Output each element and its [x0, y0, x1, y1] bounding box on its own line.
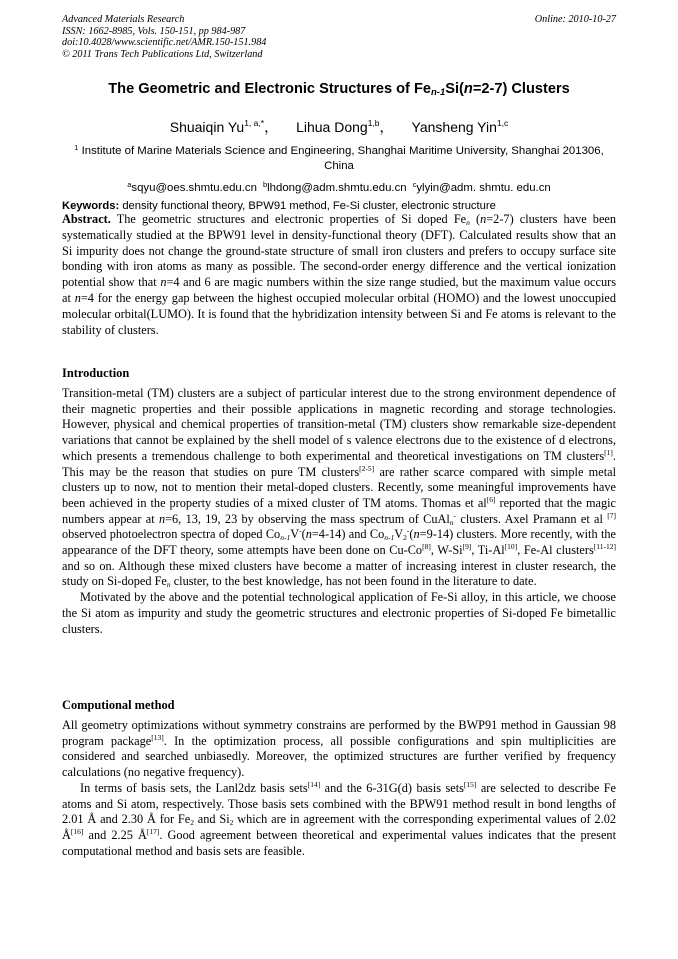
citation[interactable]: [13] — [151, 732, 164, 742]
author-sup: 1,b — [367, 118, 380, 128]
introduction-body — [62, 386, 616, 637]
email-sup: c — [412, 180, 417, 189]
title-text: Si( — [445, 81, 464, 97]
abstract-text: The geometric structures and electronic properties of Si doped Fe — [116, 212, 467, 226]
author-sup: 1,c — [496, 118, 509, 128]
copyright-line: © 2011 Trans Tech Publications Ltd, Switzerland — [62, 48, 263, 60]
abstract-text: ( — [469, 212, 481, 226]
email-list — [40, 177, 638, 196]
introduction-paragraph: Transition-metal (TM) clusters are a subject of particular interest due to the strong environment dependence of their magnetic properties and their possible applications in magnetic recording and storage technologies. However, physical and chemical properties of transition-metal (TM) clusters show remarkable size-dependent variations that cannot be explained by the shell model of s valence electrons due to the existence of d electrons, which presents a tremendous challenge to both experimental and theoretical investigations on TM clusters[1]. This may be the reason that studies on pure TM clusters[2-5] are rather scarce compared with simple metal clusters up to now, not to mention their metal-doped clusters. Recently, some meaningful improvements have been achieved in the property studies of a mixed cluster of TM atoms. Thomas et al[6] reported that the magic numbers appear at n=6, 13, 19, 23 by observing the mass spectrum of CuAl$_n$- clusters. Axel Pramann et al [7] observed photoelectron spectra of doped $Co_{n-1}V^-(n=4-14)$ and $Co_{n-1}V_2^-(n=9-14)$ clusters. More recently, with the appearance of the DFT theory, some attempts have been done on Cu-Co[8], W-Si[9], Ti-Al[10], Fe-Al clusters[11-12] and so on. Although these mixed clusters have become a matter of increasing interest in cluster research, the study on Si-doped $Fe_n$ cluster, to the best knowledge, has not been found in the literature to date. — [62, 386, 617, 590]
introduction-heading: Introduction — [62, 366, 130, 380]
citation[interactable]: [2-5] — [359, 463, 375, 473]
abstract-text: =4 for the energy gap between the highest occupied molecular orbital (HOMO) and the lowest unoccupied molecular orbital(LUMO). It is found that the hybridization intensity between Si and Fe atoms is relevant to the stability of clusters. — [62, 290, 616, 337]
affiliation-text: Institute of Marine Materials Science and Engineering, Shanghai Maritime University, Shanghai 201306, China — [81, 145, 604, 172]
keywords — [62, 199, 618, 213]
paper-title — [40, 80, 638, 102]
issn-line: ISSN: 1662-8985, Vols. 150-151, pp 984-987 — [62, 25, 246, 37]
abstract — [62, 212, 616, 338]
citation[interactable]: [17] — [146, 826, 160, 836]
abstract-text: =2-7) clusters have been systematically studied at the BPW91 level in density-functional theory (DFT). Calculated results show that an Si impurity does not change the ground-state structure of small iron clusters and prefers to occupy surface site bonding with iron atoms as many as possible. The second-order energy difference and the vertical ionization potential show that — [62, 212, 617, 290]
author-sup: 1, a,* — [244, 118, 265, 128]
author-list — [40, 113, 638, 137]
citation[interactable]: [16] — [70, 826, 84, 836]
title-text: The Geometric and Electronic Structures of Fe — [108, 81, 431, 97]
affiliation-sup: 1 — [74, 143, 79, 152]
email-address[interactable]: ylyin@adm. shmtu. edu.cn — [416, 182, 551, 194]
author-name: Shuaiqin Yu — [169, 119, 245, 135]
title-italic: n — [463, 81, 473, 97]
citation[interactable]: [9] — [462, 542, 472, 552]
citation[interactable]: [15] — [463, 779, 477, 789]
author-name: Yansheng Yin — [411, 119, 497, 135]
online-date: Online: 2010-10-27 — [534, 14, 616, 25]
abstract-italic: n — [160, 275, 167, 290]
journal-name: Advanced Materials Research — [62, 14, 185, 25]
abstract-subscript: n — [466, 218, 470, 227]
journal-header — [62, 14, 482, 60]
doi-line: doi:10.4028/www.scientific.net/AMR.150-151.984 — [62, 37, 267, 49]
introduction-paragraph: Motivated by the above and the potential technological application of Fe-Si alloy, in this article, we choose the Si atom as impurity and study the geometric structures and electronic properties of Si-doped Fe bimetallic clusters. — [62, 590, 616, 636]
email-sup: a — [127, 180, 132, 189]
citation[interactable]: [6] — [486, 494, 496, 504]
keywords-text: density functional theory, BPW91 method, Fe-Si cluster, electronic structure — [122, 200, 496, 212]
keywords-label: Keywords: — [62, 200, 120, 212]
abstract-text: =4 and 6 are magic numbers within the size range studied, but the maximum value occurs at — [62, 275, 616, 305]
author-name: Lihua Dong — [296, 119, 368, 135]
citation[interactable]: [7] — [607, 510, 616, 520]
abstract-italic: n — [480, 212, 487, 226]
affiliation — [62, 140, 616, 174]
citation[interactable]: [11-12] — [593, 542, 616, 552]
email-address[interactable]: lhdong@adm.shmtu.edu.cn — [267, 182, 407, 194]
method-paragraph: All geometry optimizations without symmetry constrains are performed by the BWP91 method in Gaussian 98 program package[13]. In the optimization process, all possible configurations and spin multiplicities are considered and searched unbiasedly. Moreover, the optimized structures are further verified by frequency calculations (no negative frequency). — [62, 718, 616, 780]
title-subscript: n-1 — [431, 87, 446, 98]
author-separator: ， — [379, 119, 394, 135]
citation[interactable]: [14] — [307, 779, 321, 789]
method-heading: Computional method — [62, 698, 175, 712]
method-body — [62, 718, 616, 859]
email-address[interactable]: sqyu@oes.shmtu.edu.cn — [131, 182, 257, 194]
abstract-label: Abstract. — [62, 212, 111, 226]
citation[interactable]: [8] — [422, 542, 431, 552]
abstract-italic: n — [74, 290, 81, 305]
author-separator: ， — [264, 119, 279, 135]
email-sup: b — [262, 180, 268, 189]
citation[interactable]: [1] — [604, 447, 613, 457]
method-paragraph: In terms of basis sets, the Lanl2dz basis sets[14] and the 6-31G(d) basis sets[15] are selected to describe Fe atoms and Si atom, respectively. Those basis sets combined with the BPW91 method result in bond lengths of 2.01 Å and 2.30 Å for $Fe_2$ and $Si_2$ which are in agreement with the corresponding experimental values of 2.02 Å[16] and 2.25 Å[17]. Good agreement between theoretical and experimental values indicates that the present computational method and basis sets are feasible. — [62, 779, 616, 858]
citation[interactable]: [10] — [504, 542, 518, 552]
title-text: =2-7) Clusters — [472, 81, 570, 97]
